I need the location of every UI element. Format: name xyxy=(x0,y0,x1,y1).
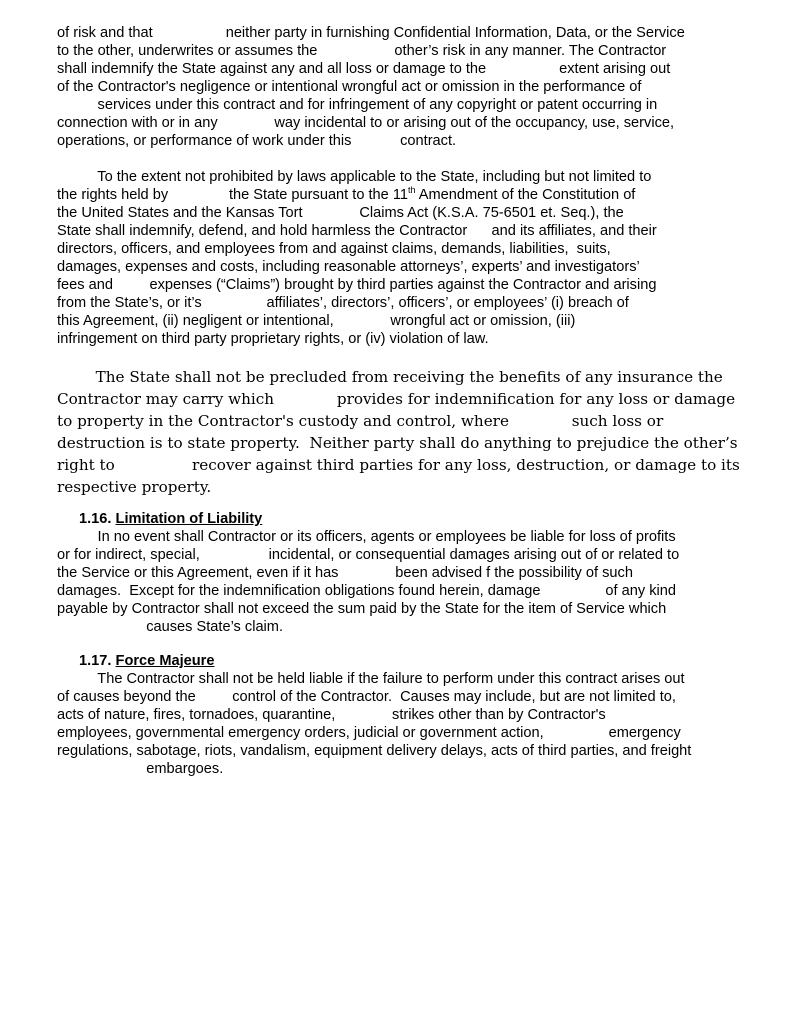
text-line: damages. Except for the indemnification obligations found herein, damage of any kind xyxy=(57,583,676,599)
text-line: right to recover against third parties for any loss, destruction, or damage to its xyxy=(57,456,740,474)
text-line: The Contractor shall not be held liable if the failure to perform under this contract arises out xyxy=(57,671,685,687)
section-number: 1.16. xyxy=(79,511,112,527)
section-heading xyxy=(79,652,214,670)
text-line: from the State’s, or it’s affiliates’, directors’, officers’, or employees’ (i) breach of xyxy=(57,295,629,311)
text-line: or for indirect, special, incidental, or consequential damages arising out of or related to xyxy=(57,547,680,563)
text-line: directors, officers, and employees from and against claims, demands, liabilities, suits, xyxy=(57,241,611,257)
text-line: the Service or this Agreement, even if it has been advised f the possibility of such xyxy=(57,565,633,581)
text-line: employees, governmental emergency orders, judicial or government action, emergency xyxy=(57,725,681,741)
text-line: In no event shall Contractor or its officers, agents or employees be liable for loss of profits xyxy=(57,529,676,545)
text-line: operations, or performance of work under this contract. xyxy=(57,133,457,149)
text-line: destruction is to state property. Neither party shall do anything to prejudice the other’s xyxy=(57,434,738,452)
text-line: this Agreement, (ii) negligent or intentional, wrongful act or omission, (iii) xyxy=(57,313,576,329)
text-line: acts of nature, fires, tornadoes, quarantine, strikes other than by Contractor's xyxy=(57,707,606,723)
superscript-ordinal: th xyxy=(408,185,416,196)
text-line: shall indemnify the State against any and all loss or damage to the extent arising out xyxy=(57,61,671,77)
section-heading xyxy=(79,510,262,528)
section-title: Force Majeure xyxy=(115,653,215,669)
text-fragment: Amendment of the Constitution of xyxy=(415,187,636,203)
text-line: To the extent not prohibited by laws applicable to the State, including but not limited to xyxy=(57,169,652,185)
text-line: the United States and the Kansas Tort Claims Act (K.S.A. 75-6501 et. Seq.), the xyxy=(57,205,624,221)
text-line: connection with or in any way incidental to or arising out of the occupancy, use, service, xyxy=(57,115,675,131)
text-line: to property in the Contractor's custody and control, where such loss or xyxy=(57,412,664,430)
text-line: causes State’s claim. xyxy=(57,619,284,635)
text-line: to the other, underwrites or assumes the other’s risk in any manner. The Contractor xyxy=(57,43,667,59)
section-title: Limitation of Liability xyxy=(115,511,263,527)
text-line: infringement on third party proprietary rights, or (iv) violation of law. xyxy=(57,331,489,347)
text-line: embargoes. xyxy=(57,761,224,777)
text-line: of the Contractor's negligence or intentional wrongful act or omission in the performance of xyxy=(57,79,642,95)
text-line: The State shall not be precluded from receiving the benefits of any insurance the xyxy=(57,368,723,386)
text-line: damages, expenses and costs, including reasonable attorneys’, experts’ and investigators’ xyxy=(57,259,640,275)
section-number: 1.17. xyxy=(79,653,112,669)
text-line: of risk and that neither party in furnishing Confidential Information, Data, or the Service xyxy=(57,25,685,41)
text-line: State shall indemnify, defend, and hold harmless the Contractor and its affiliates, and their xyxy=(57,223,657,239)
text-line: Contractor may carry which provides for indemnification for any loss or damage xyxy=(57,390,736,408)
text-line: respective property. xyxy=(57,478,212,496)
text-line: services under this contract and for infringement of any copyright or patent occurring in xyxy=(57,97,658,113)
text-line: of causes beyond the control of the Contractor. Causes may include, but are not limited to, xyxy=(57,689,676,705)
text-line: fees and expenses (“Claims”) brought by third parties against the Contractor and arising xyxy=(57,277,657,293)
text-line xyxy=(57,186,635,204)
text-fragment: the rights held by the State pursuant to the 11 xyxy=(57,187,408,203)
text-line: payable by Contractor shall not exceed the sum paid by the State for the item of Service which xyxy=(57,601,667,617)
text-line: regulations, sabotage, riots, vandalism, equipment delivery delays, acts of third parties, and freight xyxy=(57,743,692,759)
